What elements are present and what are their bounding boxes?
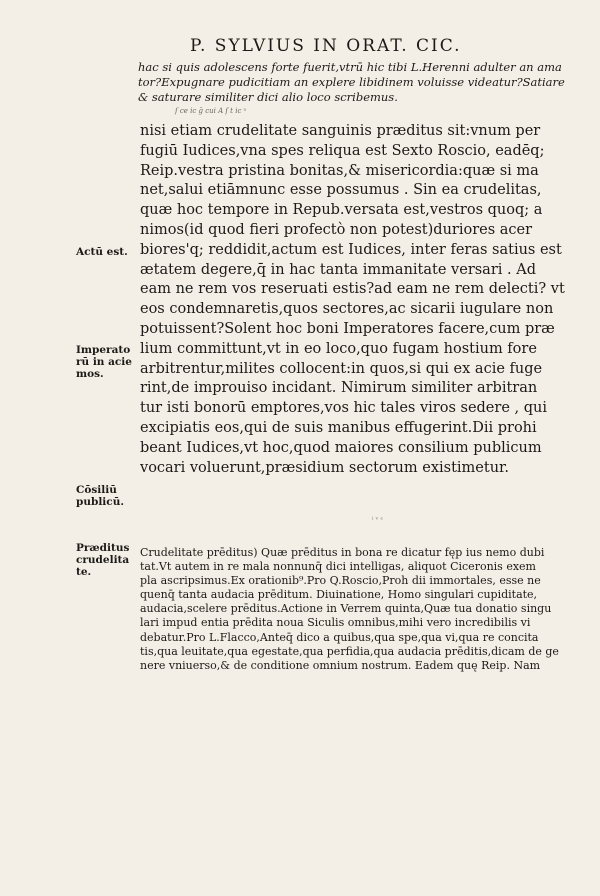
margin-note-consilium: [76, 484, 138, 508]
main-text-line: ætatem degere,q̄ in hac tanta immanitate versari . Ad: [140, 261, 536, 278]
main-text-line: quæ hoc tempore in Repub.versata est,vestros quoq; a: [140, 202, 543, 219]
top-note-line: tor?Expugnare pudicitiam an explere libidinem voluisse videatur?Satiare: [138, 75, 565, 89]
margin-note-line: te.: [76, 566, 92, 578]
main-text-line: tur isti bonorū emptores,vos hic tales viros sedere , qui: [140, 400, 547, 417]
margin-note-actum: [76, 246, 138, 258]
main-text-line: Reip.vestra pristina bonitas,& misericordia:quæ si ma: [140, 162, 539, 179]
main-text-line: net,salui etiāmnunc esse possumus . Sin ea crudelitas,: [140, 182, 542, 199]
commentary-line: audacia,scelere prēditus.Actione in Verrem quinta,Quæ tua donatio singu: [140, 602, 552, 616]
commentary-line: tis,qua leuitate,qua egestate,qua perfidia,qua audacia prēditis,dicam de ge: [140, 644, 559, 658]
margin-note-line: Præditus: [76, 542, 130, 554]
margin-note-line: Actū est.: [76, 246, 128, 258]
running-header: P. SYLVIUS IN ORAT. CIC.: [190, 36, 462, 56]
main-text-line: nimos(id quod fieri profectò non potest)duriores acer: [140, 221, 533, 238]
main-text-line: lium committunt,vt in eo loco,quo fugam hostium fore: [140, 340, 537, 357]
margin-note-line: publicū.: [76, 496, 124, 508]
main-text-line: fugiū Iudices,vna spes reliqua est Sexto Roscio, eadēq;: [140, 142, 545, 159]
main-text-line: nisi etiam crudelitate sanguinis præditus sit:vnum per: [140, 123, 541, 139]
top-note: [138, 60, 593, 105]
margin-note-imperatorum: [76, 344, 138, 380]
commentary-line: debatur.Pro L.Flacco,Anteq̄ dico a quibus,qua spe,qua vi,qua re concita: [140, 630, 539, 644]
commentary-line: quenq̄ tanta audacia prēditum. Diuinatione, Homo singulari cupiditate,: [140, 588, 538, 602]
margin-note-line: Cōsiliū: [76, 484, 117, 496]
top-note-line: & saturare similiter dici alio loco scribemus.: [138, 90, 398, 104]
main-text-line: excipiatis eos,qui de suis manibus effugerint.Dii prohi: [140, 419, 537, 436]
main-text-line: biores'q; reddidit,actum est Iudices, inter feras satius est: [140, 241, 562, 258]
main-text-line: beant Iudices,vt hoc,quod maiores consilium publicum: [140, 439, 542, 456]
commentary-line: nere vniuerso,& de conditione omnium nostrum. Eadem quę Reip. Nam: [140, 658, 541, 672]
interlinear-gloss: ſ ce ic ḡ cui A ſ t ic ᵘ: [175, 107, 247, 115]
commentary-line: tat.Vt autem in re mala nonnunq̄ dici intelligas, aliquot Ciceronis exem: [140, 560, 536, 574]
main-text: [140, 122, 595, 478]
commentary-line: Crudelitate prēditus) Quæ prēditus in bona re dicatur fęp ius nemo dubi: [140, 546, 545, 559]
main-text-line: eam ne rem vos reseruati estis?ad eam ne rem delecti? vt: [140, 281, 565, 298]
main-text-line: eos condemnaretis,quos sectores,ac sicarii iugulare non: [140, 301, 554, 318]
margin-note-line: Imperato: [76, 344, 131, 356]
margin-note-line: rū in acie: [76, 356, 132, 368]
margin-note-line: mos.: [76, 368, 104, 380]
main-text-line: vocari voluerunt,præsidium sectorum existimetur.: [140, 459, 509, 476]
commentary-line: pla ascripsimus.Ex orationib⁹.Pro Q.Roscio,Proh dii immortales, esse ne: [140, 574, 541, 588]
main-text-line: potuissent?Solent hoc boni Imperatores facere,cum præ: [140, 320, 555, 337]
interlinear-smudge: ⁱ ᵛ ᶜ: [372, 516, 383, 524]
main-text-line: arbitrentur,milites collocent:in quos,si qui ex acie fuge: [140, 360, 543, 377]
commentary-line: lari impud entia prēdita noua Siculis omnibus,mihi vero incredibilis vi: [140, 616, 531, 630]
commentary: [140, 546, 595, 673]
top-note-line: hac si quis adolescens forte fuerit,vtrū hic tibi L.Herenni adulter an ama: [138, 60, 562, 74]
margin-note-line: crudelita: [76, 554, 130, 566]
margin-note-praeditus: [76, 542, 138, 578]
main-text-line: rint,de improuiso incidant. Nimirum similiter arbitran: [140, 380, 538, 397]
